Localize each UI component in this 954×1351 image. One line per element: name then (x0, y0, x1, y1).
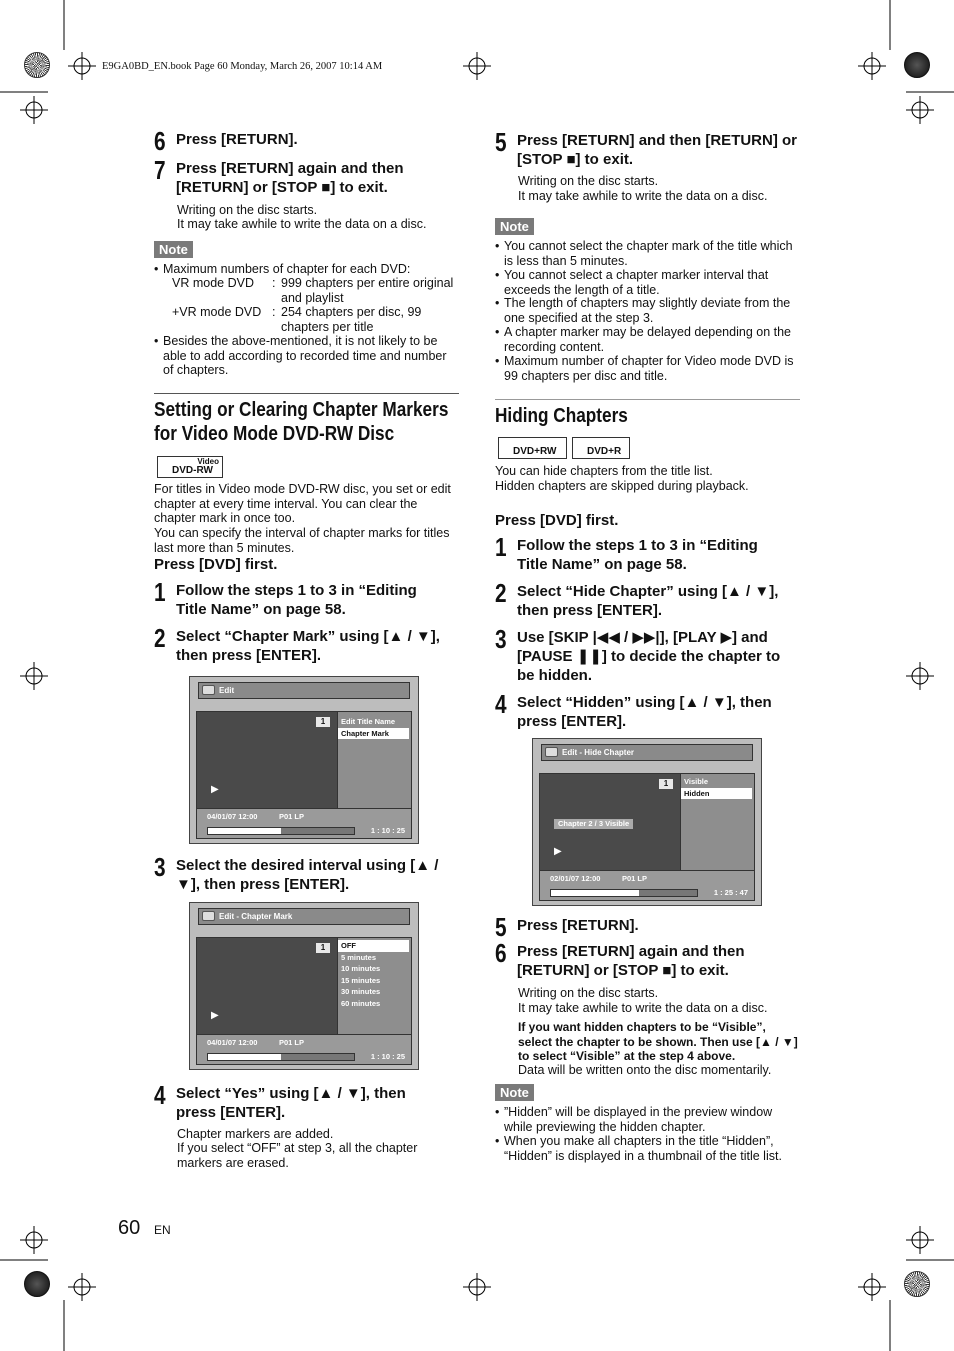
step-4-body-2: If you select “OFF” at step 3, all the chapter markers are erased. (177, 1141, 418, 1170)
menu-item-selected[interactable]: Hidden (681, 788, 752, 800)
step-5-body-1: Writing on the disc starts. (518, 174, 659, 188)
note-item: • A chapter marker may be delayed depending on the recording content. (495, 325, 791, 354)
note-item: • Maximum number of chapter for Video mode DVD is 99 chapters per disc and title. (495, 354, 794, 383)
osd-info-bar: 02/01/07 12:00 P01 LP 1 : 25 : 47 (540, 870, 754, 900)
dvd-icon (202, 685, 215, 695)
note-item: • You cannot select a chapter marker interval that exceeds the length of a title. (495, 268, 769, 297)
progress-bar (207, 1053, 355, 1061)
osd-screen-chapter-mark (189, 902, 419, 1070)
osd-screen-edit (189, 676, 419, 844)
press-dvd-first: Press [DVD] first. (495, 512, 619, 529)
step-4: 4 Select “Yes” using [▲ / ▼], then press [ENTER]. (154, 1080, 406, 1121)
note-item: • When you make all chapters in the title “Hidden”, “Hidden” is displayed in a thumbnail of the title list. (495, 1134, 782, 1163)
dvd-plus-rw-logo: DVD+RW (498, 437, 567, 459)
menu-item[interactable]: 10 minutes (341, 964, 381, 973)
intro-line: You can hide chapters from the title list. (495, 464, 713, 478)
preview-window: 1 Chapter 2 / 3 Visible ▶ (540, 774, 680, 870)
step-3: 3 Select the desired interval using [▲ / ▼], then press [ENTER]. (154, 852, 439, 893)
hide-step-6-body-3: Data will be written onto the disc momentarily. (518, 1063, 772, 1077)
hide-step-6-body-2: It may take awhile to write the data on a disc. (518, 1001, 768, 1015)
osd-title-bar: Edit (198, 682, 410, 699)
menu-item-selected[interactable]: OFF (338, 940, 409, 952)
dvd-plus-r-logo: DVD+R (572, 437, 630, 459)
book-header: E9GA0BD_EN.book Page 60 Monday, March 26, 2007 10:14 AM (102, 61, 383, 72)
menu-item[interactable]: 30 minutes (341, 987, 381, 996)
registration-dial-icon (904, 1271, 930, 1297)
step-text: Press [RETURN]. (176, 131, 298, 148)
section-heading-line-1: Setting or Clearing Chapter Markers (154, 399, 449, 421)
intro-paragraph: For titles in Video mode DVD-RW disc, you set or edit chapter at every time interval. You can clear the chapter mark in once too. (154, 482, 451, 526)
note-item: • Maximum numbers of chapter for each DVD: (154, 262, 411, 276)
osd-title-bar: Edit - Hide Chapter (541, 744, 753, 761)
osd-menu (337, 712, 411, 808)
section-rule (495, 399, 800, 400)
hide-step-5: 5 Press [RETURN]. (495, 912, 639, 942)
progress-bar (550, 889, 698, 897)
preview-window: 1 ▶ (197, 938, 337, 1034)
osd-title-bar: Edit - Chapter Mark (198, 908, 410, 925)
dvd-icon (545, 747, 558, 757)
step-6 (154, 126, 454, 156)
intro-paragraph: You can specify the interval of chapter marks for titles last more than 5 minutes. (154, 526, 450, 555)
plus-vr-value: 254 chapters per disc, 99 chapters per title (281, 305, 422, 334)
osd-info-bar: 04/01/07 12:00 P01 LP 1 : 10 : 25 (197, 808, 411, 838)
section-rule (154, 393, 459, 394)
step-4-body-1: Chapter markers are added. (177, 1127, 334, 1141)
note-item: • Besides the above-mentioned, it is not likely to be able to add according to recorded time and number of chapters. (154, 334, 447, 378)
plus-vr-label: +VR mode DVD (172, 305, 262, 319)
chapter-status: Chapter 2 / 3 Visible (554, 819, 633, 829)
step-5-body-2: It may take awhile to write the data on a disc. (518, 189, 768, 203)
note-label: Note (154, 241, 193, 258)
vr-label: VR mode DVD (172, 276, 254, 290)
vr-colon: : (272, 276, 276, 290)
step-number: 7 (154, 155, 166, 185)
page-number: 60 (118, 1217, 141, 1239)
hide-step-6: 6 Press [RETURN] again and then [RETURN] or [STOP ■] to exit. (495, 938, 745, 979)
osd-screen-hide-chapter (532, 738, 762, 906)
note-item: • You cannot select the chapter mark of the title which is less than 5 minutes. (495, 239, 793, 268)
press-dvd-first: Press [DVD] first. (154, 556, 278, 573)
section-heading-line-2: for Video Mode DVD-RW Disc (154, 423, 395, 445)
menu-item-selected[interactable]: Chapter Mark (338, 728, 409, 740)
video-dvd-rw-logo: Video DVD-RW (157, 456, 223, 478)
note-item: • ”Hidden” will be displayed in the preview window while previewing the hidden chapter. (495, 1105, 773, 1134)
step-text: Press [RETURN] again and then [RETURN] or [STOP ■] to exit. (176, 160, 404, 196)
menu-item[interactable]: Edit Title Name (341, 717, 396, 726)
step-7 (154, 155, 454, 197)
registration-dial-icon (24, 1271, 50, 1297)
step-number: 6 (154, 126, 166, 156)
menu-item[interactable]: Visible (684, 777, 709, 786)
vr-value: 999 chapters per entire original and playlist (281, 276, 454, 305)
preview-window: 1 ▶ (197, 712, 337, 808)
note-item: • The length of chapters may slightly deviate from the one specified at the step 3. (495, 296, 791, 325)
step-7-body-1: Writing on the disc starts. (177, 203, 318, 217)
menu-item[interactable]: 15 minutes (341, 975, 381, 985)
language-code: EN (154, 1223, 171, 1237)
note-label: Note (495, 1084, 534, 1101)
intro-line: Hidden chapters are skipped during playback. (495, 479, 749, 493)
menu-item[interactable]: 5 minutes (341, 952, 377, 962)
osd-menu (680, 774, 754, 870)
registration-dial-icon (24, 52, 50, 78)
plus-vr-colon: : (272, 305, 276, 319)
visible-instructions: If you want hidden chapters to be “Visible”, select the chapter to be shown. Then use [▲ / ▼] to select “Visible” at the step 4 above. (518, 1020, 798, 1064)
hide-step-1: 1 Follow the steps 1 to 3 in “Editing Title Name” on page 58. (495, 532, 758, 573)
play-icon: ▶ (211, 1010, 219, 1021)
hide-step-3: 3 Use [SKIP |◀◀ / ▶▶|], [PLAY ▶] and [PAUSE ❚❚] to decide the chapter to be hidden. (495, 624, 781, 684)
play-icon: ▶ (554, 846, 562, 857)
dvd-icon (202, 911, 215, 921)
hide-step-6-body-1: Writing on the disc starts. (518, 986, 659, 1000)
registration-dial-icon (904, 52, 930, 78)
step-1: 1 Follow the steps 1 to 3 in “Editing Title Name” on page 58. (154, 577, 417, 618)
menu-item[interactable]: 60 minutes (341, 998, 381, 1008)
note-label: Note (495, 218, 534, 235)
osd-info-bar: 04/01/07 12:00 P01 LP 1 : 10 : 25 (197, 1034, 411, 1064)
play-icon: ▶ (211, 784, 219, 795)
hide-step-4: 4 Select “Hidden” using [▲ / ▼], then press [ENTER]. (495, 689, 772, 730)
step-5: 5 Press [RETURN] and then [RETURN] or [STOP ■] to exit. (495, 127, 798, 168)
hide-step-2: 2 Select “Hide Chapter” using [▲ / ▼], then press [ENTER]. (495, 578, 779, 619)
step-2: 2 Select “Chapter Mark” using [▲ / ▼], then press [ENTER]. (154, 623, 440, 664)
progress-bar (207, 827, 355, 835)
osd-menu (337, 938, 411, 1034)
step-7-body-2: It may take awhile to write the data on a disc. (177, 217, 427, 231)
section-heading: Hiding Chapters (495, 405, 628, 427)
